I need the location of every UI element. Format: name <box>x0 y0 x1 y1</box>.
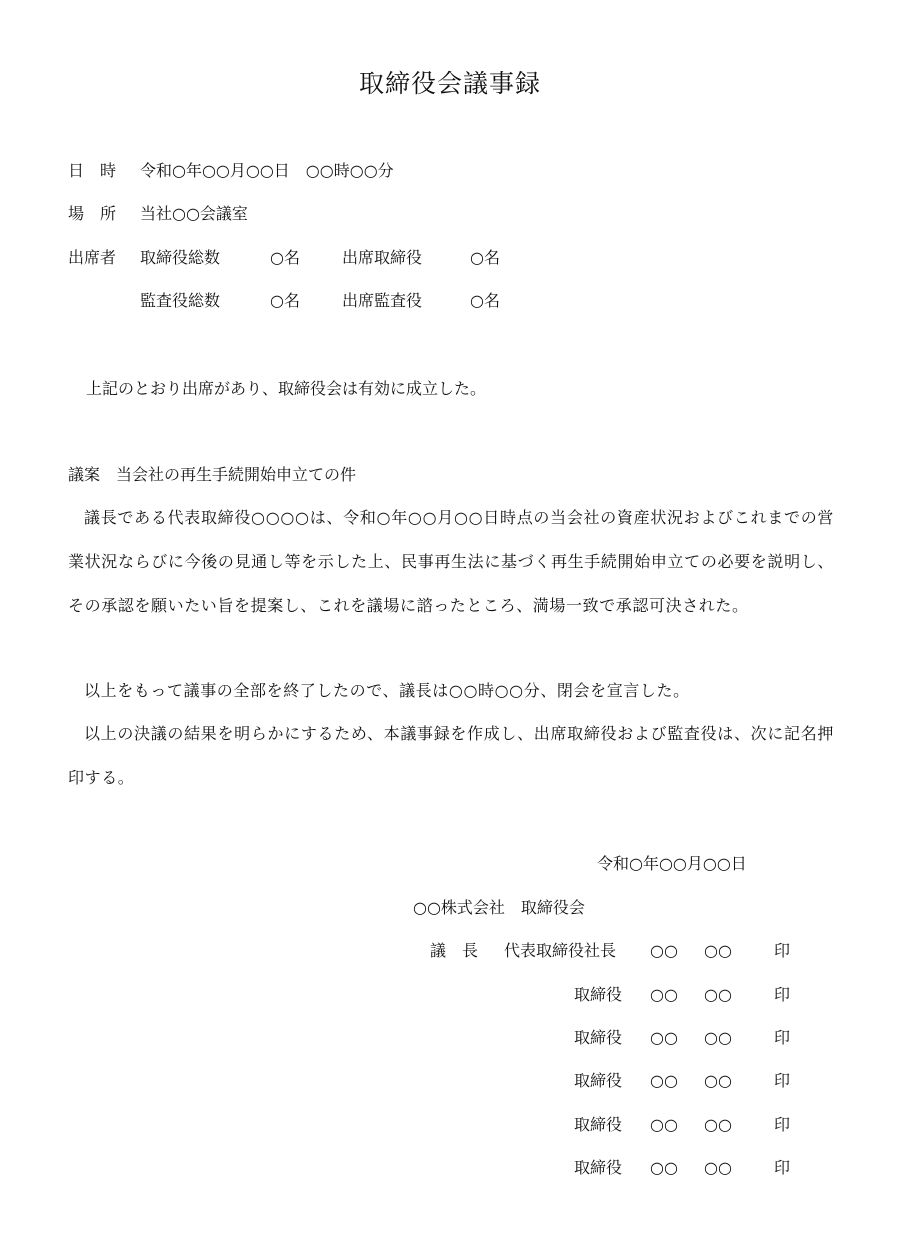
place-label: 場 所 <box>68 204 117 223</box>
signer-given-name: ○○ <box>704 1071 732 1090</box>
signer-given-name: ○○ <box>704 941 732 960</box>
attendees-label: 出席者 <box>68 248 117 267</box>
signer-role: 取締役 <box>574 1028 623 1047</box>
seal-mark: 印 <box>774 1115 791 1134</box>
signature-company: ○○株式会社 取締役会 <box>413 898 585 917</box>
date-label: 日 時 <box>68 161 117 180</box>
signer-surname: ○○ <box>650 941 678 960</box>
seal-mark: 印 <box>774 1158 791 1177</box>
directors-present-value: ○名 <box>470 248 500 267</box>
signature-date: 令和○年○○月○○日 <box>597 854 747 873</box>
signer-role: 代表取締役社長 <box>504 941 617 960</box>
signer-given-name: ○○ <box>704 1028 732 1047</box>
seal-mark: 印 <box>774 1071 791 1090</box>
auditors-total-value: ○名 <box>270 291 300 310</box>
document-title: 取締役会議事録 <box>358 69 541 98</box>
seal-mark: 印 <box>774 985 791 1004</box>
signer-surname: ○○ <box>650 1071 678 1090</box>
signer-role: 取締役 <box>574 985 623 1004</box>
seal-mark: 印 <box>774 941 791 960</box>
signer-surname: ○○ <box>650 1158 678 1177</box>
signer-given-name: ○○ <box>704 985 732 1004</box>
signer-role: 取締役 <box>574 1071 623 1090</box>
auditors-present-value: ○名 <box>470 291 500 310</box>
seal-mark: 印 <box>774 1028 791 1047</box>
signer-surname: ○○ <box>650 985 678 1004</box>
signer-role: 取締役 <box>574 1158 623 1177</box>
auditors-total-label: 監査役総数 <box>140 291 221 310</box>
agenda-heading: 議案 当会社の再生手続開始申立ての件 <box>68 465 357 484</box>
date-value: 令和○年○○月○○日 ○○時○○分 <box>140 161 394 180</box>
signer-given-name: ○○ <box>704 1158 732 1177</box>
directors-total-label: 取締役総数 <box>140 248 221 267</box>
signer-given-name: ○○ <box>704 1115 732 1134</box>
signer-role: 取締役 <box>574 1115 623 1134</box>
auditors-present-label: 出席監査役 <box>342 291 423 310</box>
signer-surname: ○○ <box>650 1028 678 1047</box>
chair-label: 議 長 <box>430 941 479 960</box>
directors-present-label: 出席取締役 <box>342 248 423 267</box>
agenda-body: 議長である代表取締役○○○○は、令和○年○○月○○日時点の当会社の資産状況およびこれまでの営業状況ならびに今後の見通し等を示した上、民事再生法に基づく再生手続開始申立ての必要を説明し、その承認を願いたい旨を提案し、これを議場に諮ったところ、満場一致で承認可決された。 <box>68 508 834 615</box>
directors-total-value: ○名 <box>270 248 300 267</box>
signer-surname: ○○ <box>650 1115 678 1134</box>
record-statement: 以上の決議の結果を明らかにするため、本議事録を作成し、出席取締役および監査役は、次に記名押印する。 <box>68 724 834 787</box>
place-value: 当社○○会議室 <box>140 204 248 223</box>
closing-statement: 以上をもって議事の全部を終了したので、議長は○○時○○分、閉会を宣言した。 <box>84 681 690 700</box>
quorum-statement: 上記のとおり出席があり、取締役会は有効に成立した。 <box>86 379 487 398</box>
